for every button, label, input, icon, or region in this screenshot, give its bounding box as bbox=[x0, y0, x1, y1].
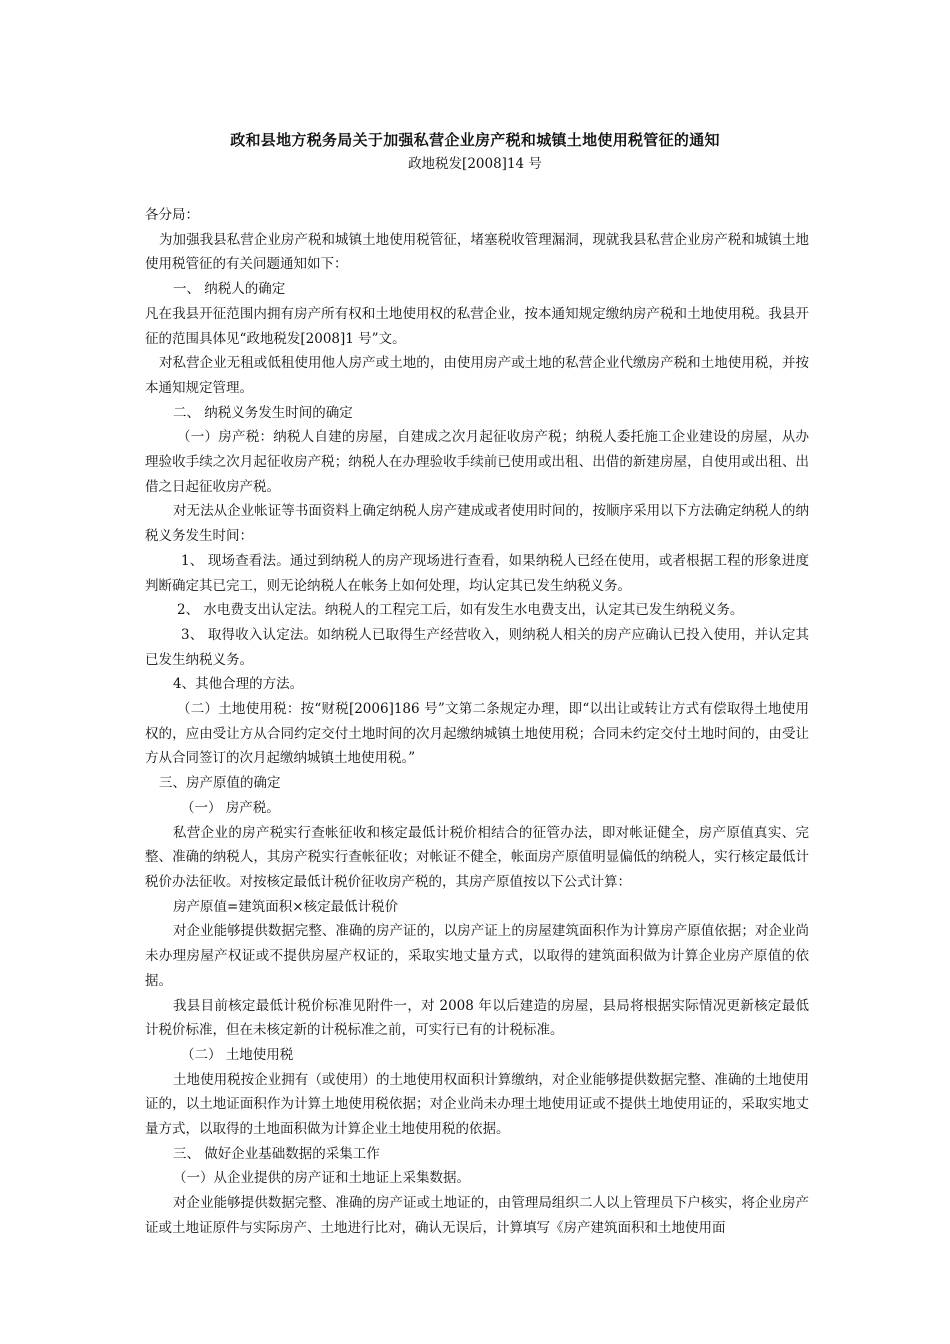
document-number: 政地税发[2008]14 号 bbox=[408, 156, 542, 172]
list-item: 1、 现场查看法。通过到纳税人的房产现场进行查看，如果纳税人已经在使用，或者根据工程的形象进度判断确定其已完工，则无论纳税人在帐务上如何处理，均认定其已发生纳税义务。 bbox=[145, 552, 809, 594]
body-paragraph: （一）房产税：纳税人自建的房屋，自建成之次月起征收房产税；纳税人委托施工企业建设的房屋，从办理验收手续之次月起征收房产税；纳税人在办理验收手续前已使用或出租、出借的新建房屋，自使用或出租、出借之日起征收房产税。 bbox=[145, 429, 809, 495]
subsection-heading: （二） 土地使用税 bbox=[181, 1046, 294, 1063]
body-paragraph: 对私营企业无租或低租使用他人房产或土地的，由使用房产或土地的私营企业代缴房产税和土地使用税，并按本通知规定管理。 bbox=[145, 355, 809, 396]
body-paragraph: 对企业能够提供数据完整、准确的房产证或土地证的，由管理局组织二人以上管理员下户核实，将企业房产证或土地证原件与实际房产、土地进行比对，确认无误后，计算填写《房产建筑面积和土地使用面 bbox=[145, 1195, 809, 1236]
section-heading: 一、 纳税人的确定 bbox=[173, 281, 286, 298]
body-paragraph: 凡在我县开征范围内拥有房产所有权和土地使用权的私营企业，按本通知规定缴纳房产税和土地使用税。我县开征的范围具体见“政地税发[2008]1 号”文。 bbox=[145, 305, 809, 347]
body-paragraph: 我县目前核定最低计税价标准见附件一，对 2008 年以后建造的房屋，县局将根据实际情况更新核定最低计税价标准，但在未核定新的计税标准之前，可实行已有的计税标准。 bbox=[145, 997, 809, 1039]
list-item: 3、 取得收入认定法。如纳税人已取得生产经营收入，则纳税人相关的房产应确认已投入使用，并认定其已发生纳税义务。 bbox=[145, 626, 809, 668]
section-heading: 三、房产原值的确定 bbox=[159, 775, 281, 792]
body-paragraph: 土地使用税按企业拥有（或使用）的土地使用权面积计算缴纳，对企业能够提供数据完整、准确的土地使用证的，以土地证面积作为计算土地使用税依据；对企业尚未办理土地使用证或不提供土地使用证的，采取实地丈量方式，以取得的土地面积做为计算企业土地使用税的依据。 bbox=[145, 1071, 809, 1138]
body-paragraph: （二）土地使用税：按“财税[2006]186 号”文第二条规定办理，即“以出让或转让方式有偿取得土地使用权的，应由受让方从合同约定交付土地时间的次月起缴纳城镇土地使用税；合同未约定交付土地时间的，由受让方从合同签订的次月起缴纳城镇土地使用税。” bbox=[145, 701, 809, 767]
body-paragraph: 为加强我县私营企业房产税和城镇土地使用税管征，堵塞税收管理漏洞，现就我县私营企业房产税和城镇土地使用税管征的有关问题通知如下： bbox=[145, 231, 809, 273]
list-item: 2、 水电费支出认定法。纳税人的工程完工后，如有发生水电费支出，认定其已发生纳税义务。 bbox=[177, 602, 744, 619]
section-heading: 三、 做好企业基础数据的采集工作 bbox=[173, 1145, 380, 1162]
list-item: 4、其他合理的方法。 bbox=[173, 676, 304, 693]
subsection-heading: （一）从企业提供的房产证和土地证上采集数据。 bbox=[173, 1170, 470, 1187]
body-paragraph: 对无法从企业帐证等书面资料上确定纳税人房产建成或者使用时间的，按顺序采用以下方法确定纳税人的纳税义务发生时间： bbox=[145, 503, 809, 545]
subsection-heading: （一） 房产税。 bbox=[181, 799, 280, 816]
section-heading: 二、 纳税义务发生时间的确定 bbox=[173, 404, 353, 421]
document-body bbox=[145, 203, 809, 1241]
document-title: 政和县地方税务局关于加强私营企业房产税和城镇土地使用税管征的通知 bbox=[230, 131, 720, 149]
body-paragraph: 私营企业的房产税实行查帐征收和核定最低计税价相结合的征管办法，即对帐证健全，房产原值真实、完整、准确的纳税人，其房产税实行查帐征收；对帐证不健全，帐面房产原值明显偏低的纳税人，实行核定最低计税价办法征收。对按核定最低计税价征收房产税的，其房产原值按以下公式计算： bbox=[145, 824, 809, 890]
salutation: 各分局： bbox=[145, 207, 199, 223]
body-paragraph: 对企业能够提供数据完整、准确的房产证的，以房产证上的房屋建筑面积作为计算房产原值依据；对企业尚未办理房屋产权证或不提供房屋产权证的，采取实地丈量方式，以取得的建筑面积做为计算企业房产原值的依据。 bbox=[145, 923, 809, 989]
formula: 房产原值=建筑面积×核定最低计税价 bbox=[173, 898, 399, 915]
